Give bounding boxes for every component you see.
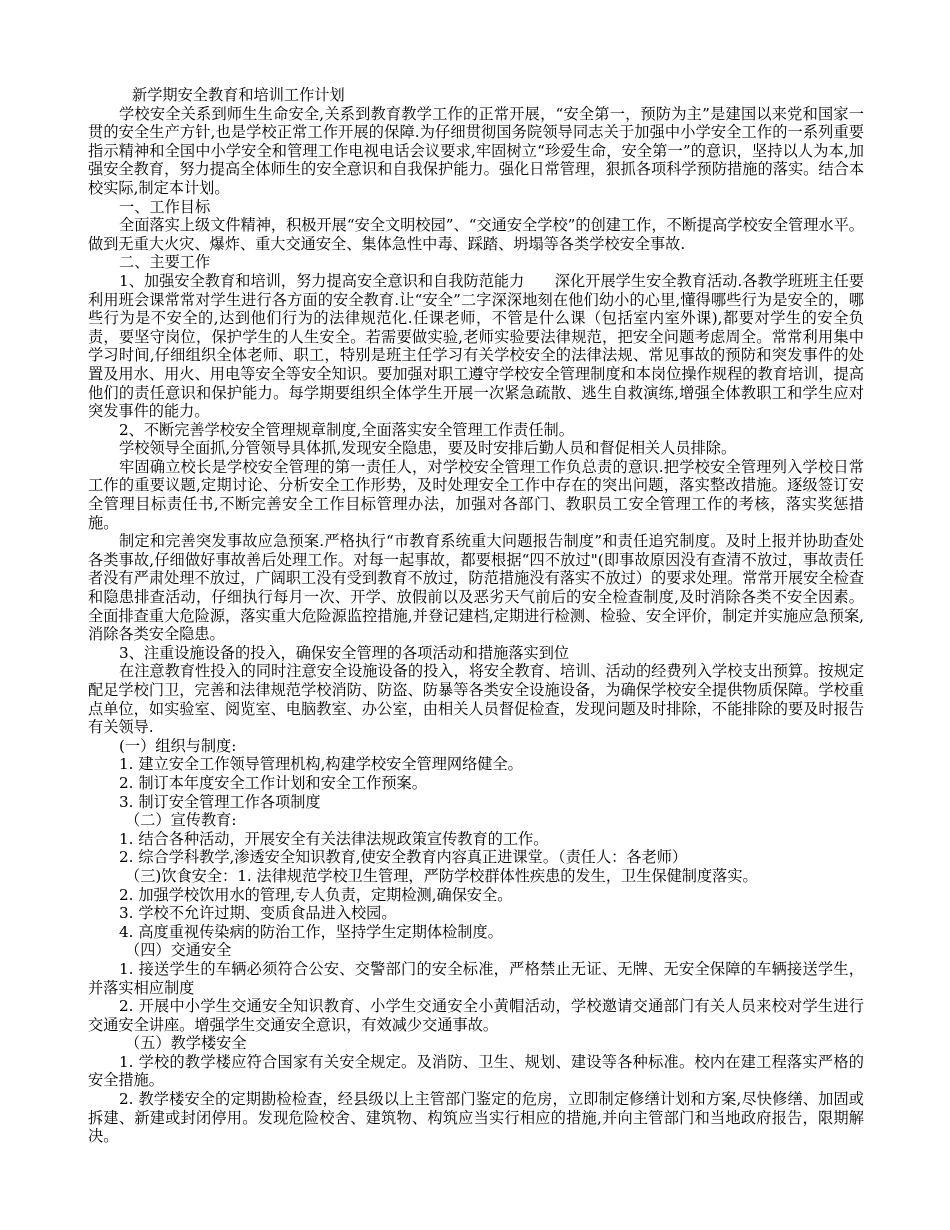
paragraph-leadership: 学校领导全面抓,分管领导具体抓,发现安全隐患，要及时安排后勤人员和督促相关人员排除。 bbox=[119, 439, 737, 458]
list-item-organization-1: 1. 建立安全工作领导管理机构,构建学校安全管理网络健全。 bbox=[119, 755, 523, 774]
subheading-building: （五）教学楼安全 bbox=[125, 1034, 247, 1053]
list-item-food-4: 4. 高度重视传染病的防治工作，坚持学生定期体检制度。 bbox=[119, 922, 503, 941]
paragraph-principal-responsibility: 牢固确立校长是学校安全管理的第一责任人，对学校安全管理工作负总责的意识.把学校安全管理列入学校日常工作的重要议题,定期讨论、分析安全工作形势，及时处理安全工作中存在的突出问题，落实整改措施。逐级签订安全管理目标责任书,不断完善安全工作目标管理办法，加强对各部门、教职员工安全管理工作的考核，落实奖惩措施。 bbox=[88, 457, 864, 532]
subheading-food-safety: （三)饮食安全：1. 法律规范学校卫生管理，严防学校群体性疾患的发生，卫生保健制度落实。 bbox=[125, 866, 758, 885]
paragraph-emergency-plan: 制定和完善突发事故应急预案.严格执行“市教育系统重大问题报告制度”和责任追究制度。及时上报并协助查处各类事故,仔细做好事故善后处理工作。对每一起事故，都要根据“四不放过"(即事故原因没有查清不放过，事故责任者没有严肃处理不放过，广阔职工没有受到教育不放过，防范措施没有落实不放过）的要求处理。常常开展安全检查和隐患排查活动，仔细执行每月一次、开学、放假前以及恶劣天气前后的安全检查制度,及时消除各类不安全因素。全面排查重大危险源，落实重大危险源监控措施,并登记建档,定期进行检测、检验、安全评价，制定并实施应急预案,消除各类安全隐患。 bbox=[88, 532, 864, 644]
list-item-organization-3: 3. 制订安全管理工作各项制度 bbox=[119, 792, 321, 811]
paragraph-facilities-heading: 3、注重设施设备的投入，确保安全管理的各项活动和措施落实到位 bbox=[119, 643, 570, 662]
list-item-food-3: 3. 学校不允许过期、变质食品进入校园。 bbox=[119, 904, 397, 923]
list-item-traffic-2: 2. 开展中小学生交通安全知识教育、小学生交通安全小黄帽活动，学校邀请交通部门有关人员来校对学生进行交通安全讲座。增强学生交通安全意识，有效减少交通事故。 bbox=[88, 997, 864, 1034]
list-item-publicity-1: 1. 结合各种活动，开展安全有关法律法规政策宣传教育的工作。 bbox=[119, 829, 549, 848]
list-item-traffic-1: 1. 接送学生的车辆必须符合公安、交警部门的安全标准，严格禁止无证、无牌、无安全保障的车辆接送学生，并落实相应制度 bbox=[88, 959, 864, 997]
list-item-publicity-2: 2. 综合学科教学,渗透安全知识教育,使安全教育内容真正进课堂。（责任人：各老师） bbox=[119, 848, 688, 867]
paragraph-facilities: 在注意教育性投入的同时注意安全设施设备的投入，将安全教育、培训、活动的经费列入学校支出预算。按规定配足学校门卫，完善和法律规范学校消防、防盗、防暴等各类安全设施设备，为确保学校安全提供物质保障。学校重点单位，如实验室、阅览室、电脑教室、办公室，由相关人员督促检查，发现问题及时排除，不能排除的要及时报告有关领导. bbox=[88, 662, 864, 737]
paragraph-rules-heading: 2、不断完善学校安全管理规章制度,全面落实安全管理工作责任制。 bbox=[119, 420, 574, 439]
section-heading-goals: 一、工作目标 bbox=[119, 197, 211, 216]
list-item-organization-2: 2. 制订本年度安全工作计划和安全工作预案。 bbox=[119, 773, 427, 792]
intro-paragraph: 学校安全关系到师生生命安全,关系到教育教学工作的正常开展，“安全第一，预防为主”是建国以来党和国家一贯的安全生产方针,也是学校正常工作开展的保障.为仔细贯彻国务院领导同志关于加强中小学安全工作的一系列重要指示精神和全国中小学安全和管理工作电视电话会议要求,牢固树立“珍爱生命，安全第一”的意识，坚持以人为本,加强安全教育，努力提高全体师生的安全意识和自我保护能力。强化日常管理，狠抓各项科学预防措施的落实。结合本校实际,制定本计划。 bbox=[88, 104, 864, 197]
list-item-building-1: 1. 学校的教学楼应符合国家有关安全规定。及消防、卫生、规划、建设等各种标准。校内在建工程落实严格的安全措施。 bbox=[88, 1052, 864, 1090]
subheading-publicity: （二）宣传教育: bbox=[125, 811, 237, 830]
subheading-traffic: （四）交通安全 bbox=[125, 941, 232, 960]
paragraph-education-training: 1、加强安全教育和培训，努力提高安全意识和自我防范能力 深化开展学生安全教育活动.各教学班班主任要利用班会课常常对学生进行各方面的安全教育.让“安全”二字深深地刻在他们幼小的心里,懂得哪些行为是安全的，哪些行为是不安全的,达到他们行为的法律规范化.任课老师，不管是什么课（包括室内室外课),都要对学生的安全负责，要坚守岗位，保护学生的人生安全。若需要做实验,老师实验要法律规范，把安全问题考虑周全。常常利用集中学习时间,仔细组织全体老师、职工，特别是班主任学习有关学校安全的法律法规、常见事故的预防和突发事件的处置及用水、用火、用电等安全等安全知识。要加强对职工遵守学校安全管理制度和本岗位操作规程的教育培训，提高他们的责任意识和保护能力。每学期要组织全体学生开展一次紧急疏散、逃生自救演练,增强全体教职工和学生应对突发事件的能力。 bbox=[88, 271, 864, 421]
list-item-building-2: 2. 教学楼安全的定期勘检检查，经县级以上主管部门鉴定的危房，立即制定修缮计划和方案,尽快修缮、加固或拆建、新建或封闭停用。发现危险校舍、建筑物、构筑应当实行相应的措施,并向主管部门和当地政府报告，限期解决。 bbox=[88, 1090, 864, 1146]
document-title: 新学期安全教育和培训工作计划 bbox=[132, 86, 345, 104]
list-item-food-2: 2. 加强学校饮用水的管理,专人负责，定期检测,确保安全。 bbox=[119, 885, 513, 904]
subheading-organization: (一）组织与制度: bbox=[119, 736, 237, 755]
paragraph-goals: 全面落实上级文件精神，积极开展“安全文明校园”、“交通安全学校”的创建工作，不断提高学校安全管理水平。做到无重大火灾、爆炸、重大交通安全、集体急性中毒、踩踏、坍塌等各类学校安全事故. bbox=[88, 216, 864, 253]
section-heading-main-work: 二、主要工作 bbox=[119, 253, 211, 272]
